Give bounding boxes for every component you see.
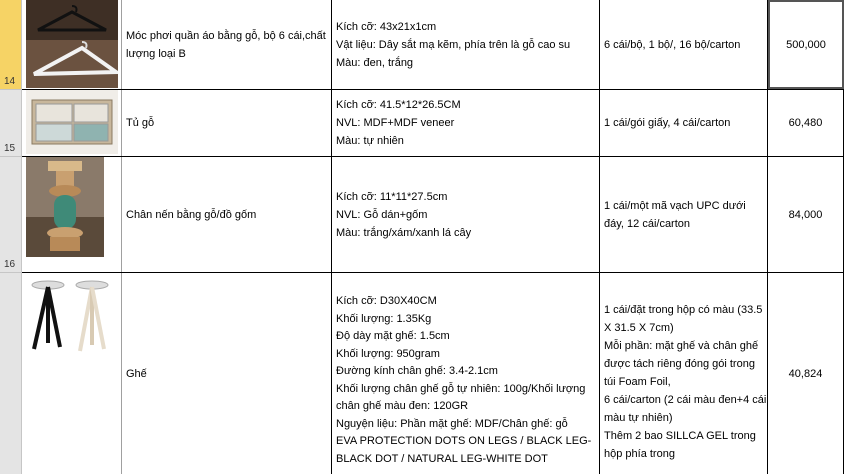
product-image-cell[interactable] bbox=[22, 90, 122, 156]
product-image-cell[interactable] bbox=[22, 273, 122, 474]
product-name[interactable]: Chân nến bằng gỗ/đồ gốm bbox=[122, 157, 332, 272]
row-header-16[interactable]: 16 bbox=[0, 157, 22, 273]
product-spec[interactable] bbox=[332, 273, 600, 474]
spec-line: NVL: Gỗ dán+gốm bbox=[336, 208, 428, 221]
product-spec[interactable] bbox=[332, 157, 600, 272]
spec-line: Vật liệu: Dây sắt mạ kẽm, phía trên là gỗ cao su bbox=[336, 38, 571, 51]
packaging-info[interactable]: 6 cái/bộ, 1 bộ/, 16 bộ/carton bbox=[600, 0, 768, 89]
table-row bbox=[22, 90, 844, 157]
stool-photo bbox=[26, 277, 118, 357]
table-row bbox=[22, 0, 844, 90]
packaging-info[interactable]: 1 cái/gói giấy, 4 cái/carton bbox=[600, 90, 768, 156]
spec-line: Kích cỡ: 43x21x1cm bbox=[336, 20, 437, 33]
spec-line: Kích cỡ: 41.5*12*26.5CM bbox=[336, 99, 461, 111]
spec-line: NVL: MDF+MDF veneer bbox=[336, 117, 455, 129]
product-name[interactable]: Ghế bbox=[122, 273, 332, 474]
spec-line: EVA PROTECTION DOTS ON LEGS / BLACK LEG- bbox=[336, 435, 592, 447]
spec-line: Kích cỡ: D30X40CM bbox=[336, 295, 437, 307]
spec-line: Màu: trắng/xám/xanh lá cây bbox=[336, 226, 472, 239]
product-name[interactable]: Móc phơi quần áo bằng gỗ, bộ 6 cái,chất lượng loại B bbox=[122, 0, 332, 89]
packaging-info[interactable]: 1 cái/một mã vạch UPC dưới đáy, 12 cái/carton bbox=[600, 157, 768, 272]
spec-line: Nguyện liệu: Phần mặt ghế: MDF/Chân ghế: gỗ bbox=[336, 417, 568, 430]
product-name[interactable]: Tủ gỗ bbox=[122, 90, 332, 156]
spec-line: Khối lượng: 1.35Kg bbox=[336, 312, 432, 325]
row-header-15[interactable]: 15 bbox=[0, 90, 22, 157]
spec-line: Đường kính chân ghế: 3.4-2.1cm bbox=[336, 365, 498, 377]
hanger-photo bbox=[26, 0, 118, 88]
spec-line: Khối lượng chân ghế gỗ tự nhiên: 100g/Khối lượng chân ghế màu đen: 120GR bbox=[336, 382, 586, 412]
candle-holder-photo bbox=[26, 157, 104, 257]
product-spec[interactable] bbox=[332, 90, 600, 156]
price-cell[interactable]: 500,000 bbox=[768, 0, 844, 89]
cabinet-photo bbox=[26, 90, 118, 154]
spec-line: Độ dày mặt ghế: 1.5cm bbox=[336, 330, 450, 342]
product-image-cell[interactable] bbox=[22, 157, 122, 272]
table-row bbox=[22, 273, 844, 474]
spec-line: Kích cỡ: 11*11*27.5cm bbox=[336, 190, 448, 203]
spec-line: BLACK DOT / NATURAL LEG-WHITE DOT bbox=[336, 452, 548, 465]
spec-line: Khối lượng: 950gram bbox=[336, 347, 440, 360]
price-cell[interactable]: 60,480 bbox=[768, 90, 844, 156]
packaging-info[interactable]: 1 cái/đặt trong hộp có màu (33.5 X 31.5 X 7cm) Mỗi phần: mặt ghế và chân ghế được tách riêng đóng gói trong túi Foam Foil, 6 cái/carton (2 cái màu đen+4 cái màu tự nhiên) Thêm 2 bao SILLCA GEL trong hộp phía trong bbox=[600, 273, 768, 474]
price-cell[interactable]: 40,824 bbox=[768, 273, 844, 474]
spec-line: Màu: đen, trắng bbox=[336, 56, 414, 69]
price-cell[interactable]: 84,000 bbox=[768, 157, 844, 272]
table-row bbox=[22, 157, 844, 273]
product-spec[interactable] bbox=[332, 0, 600, 89]
row-header-14[interactable]: 14 bbox=[0, 0, 22, 90]
row-header-17[interactable] bbox=[0, 273, 22, 474]
spec-line: Màu: tự nhiên bbox=[336, 135, 404, 147]
product-image-cell[interactable] bbox=[22, 0, 122, 89]
